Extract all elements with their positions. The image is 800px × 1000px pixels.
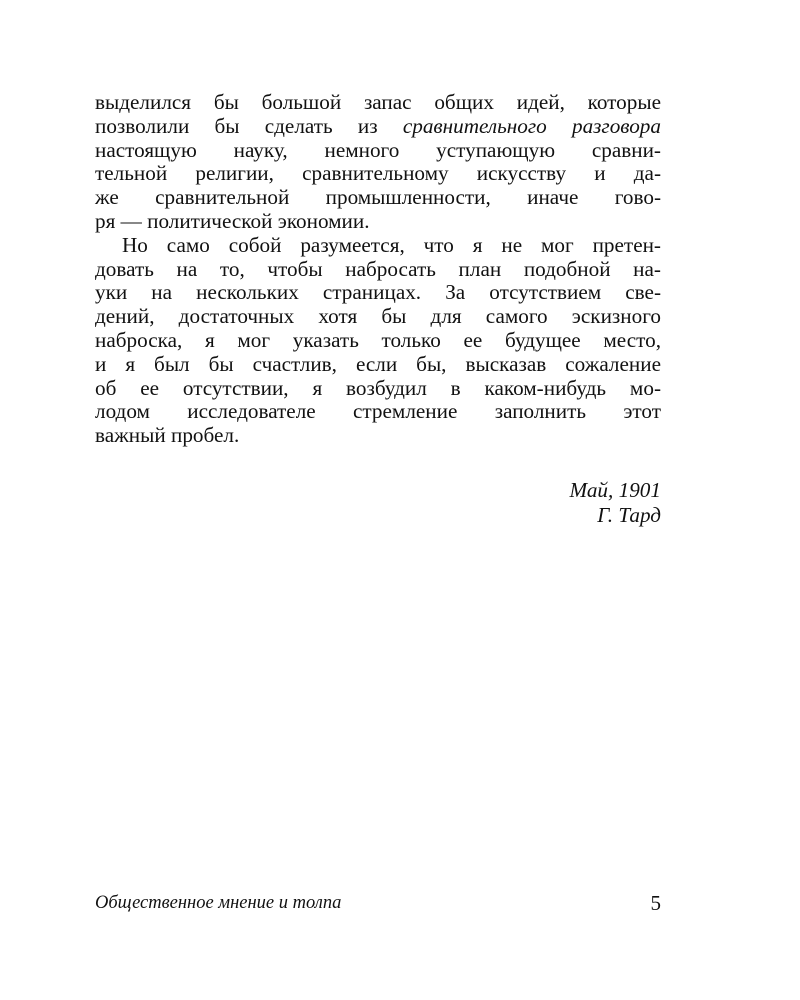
page-number: 5: [650, 891, 661, 915]
text-line: уки на нескольких страницах. За отсутствием све-: [95, 280, 661, 305]
signature-block: [569, 478, 661, 528]
text-line: наброска, я мог указать только ее будущее место,: [95, 327, 661, 352]
text-line: тельной религии, сравнительному искусству и да-: [95, 161, 661, 186]
text-line: [95, 115, 661, 139]
signature-date: Май, 1901: [569, 478, 661, 502]
text-line: лодом исследователе стремление заполнить этот: [95, 399, 661, 424]
text-line: довать на то, чтобы набросать план подобной на-: [95, 256, 661, 281]
text-line: Но само собой разумеется, что я не мог претен-: [122, 232, 661, 257]
text-line: же сравнительной промышленности, иначе гово-: [95, 185, 661, 210]
signature-author: Г. Тард: [597, 503, 661, 527]
text-line: выделился бы большой запас общих идей, которые: [95, 90, 661, 114]
text-line: важный пробел.: [95, 423, 240, 448]
text-line: настоящую науку, немного уступающую сравни-: [95, 137, 661, 162]
text-line: об ее отсутствии, я возбудил в каком-нибудь мо-: [95, 375, 661, 400]
text-line: и я был бы счастлив, если бы, высказав сожаление: [95, 351, 661, 376]
page-footer: [95, 890, 661, 916]
body-text: [95, 91, 661, 448]
text-line: дений, достаточных хотя бы для самого эскизного: [95, 304, 661, 329]
running-title: Общественное мнение и толпа: [95, 893, 342, 913]
italic-phrase: сравнительного разговора: [402, 113, 661, 138]
text-line-segment: позволили бы сделать из: [95, 113, 403, 138]
text-line: ря — политической экономии.: [95, 208, 370, 233]
